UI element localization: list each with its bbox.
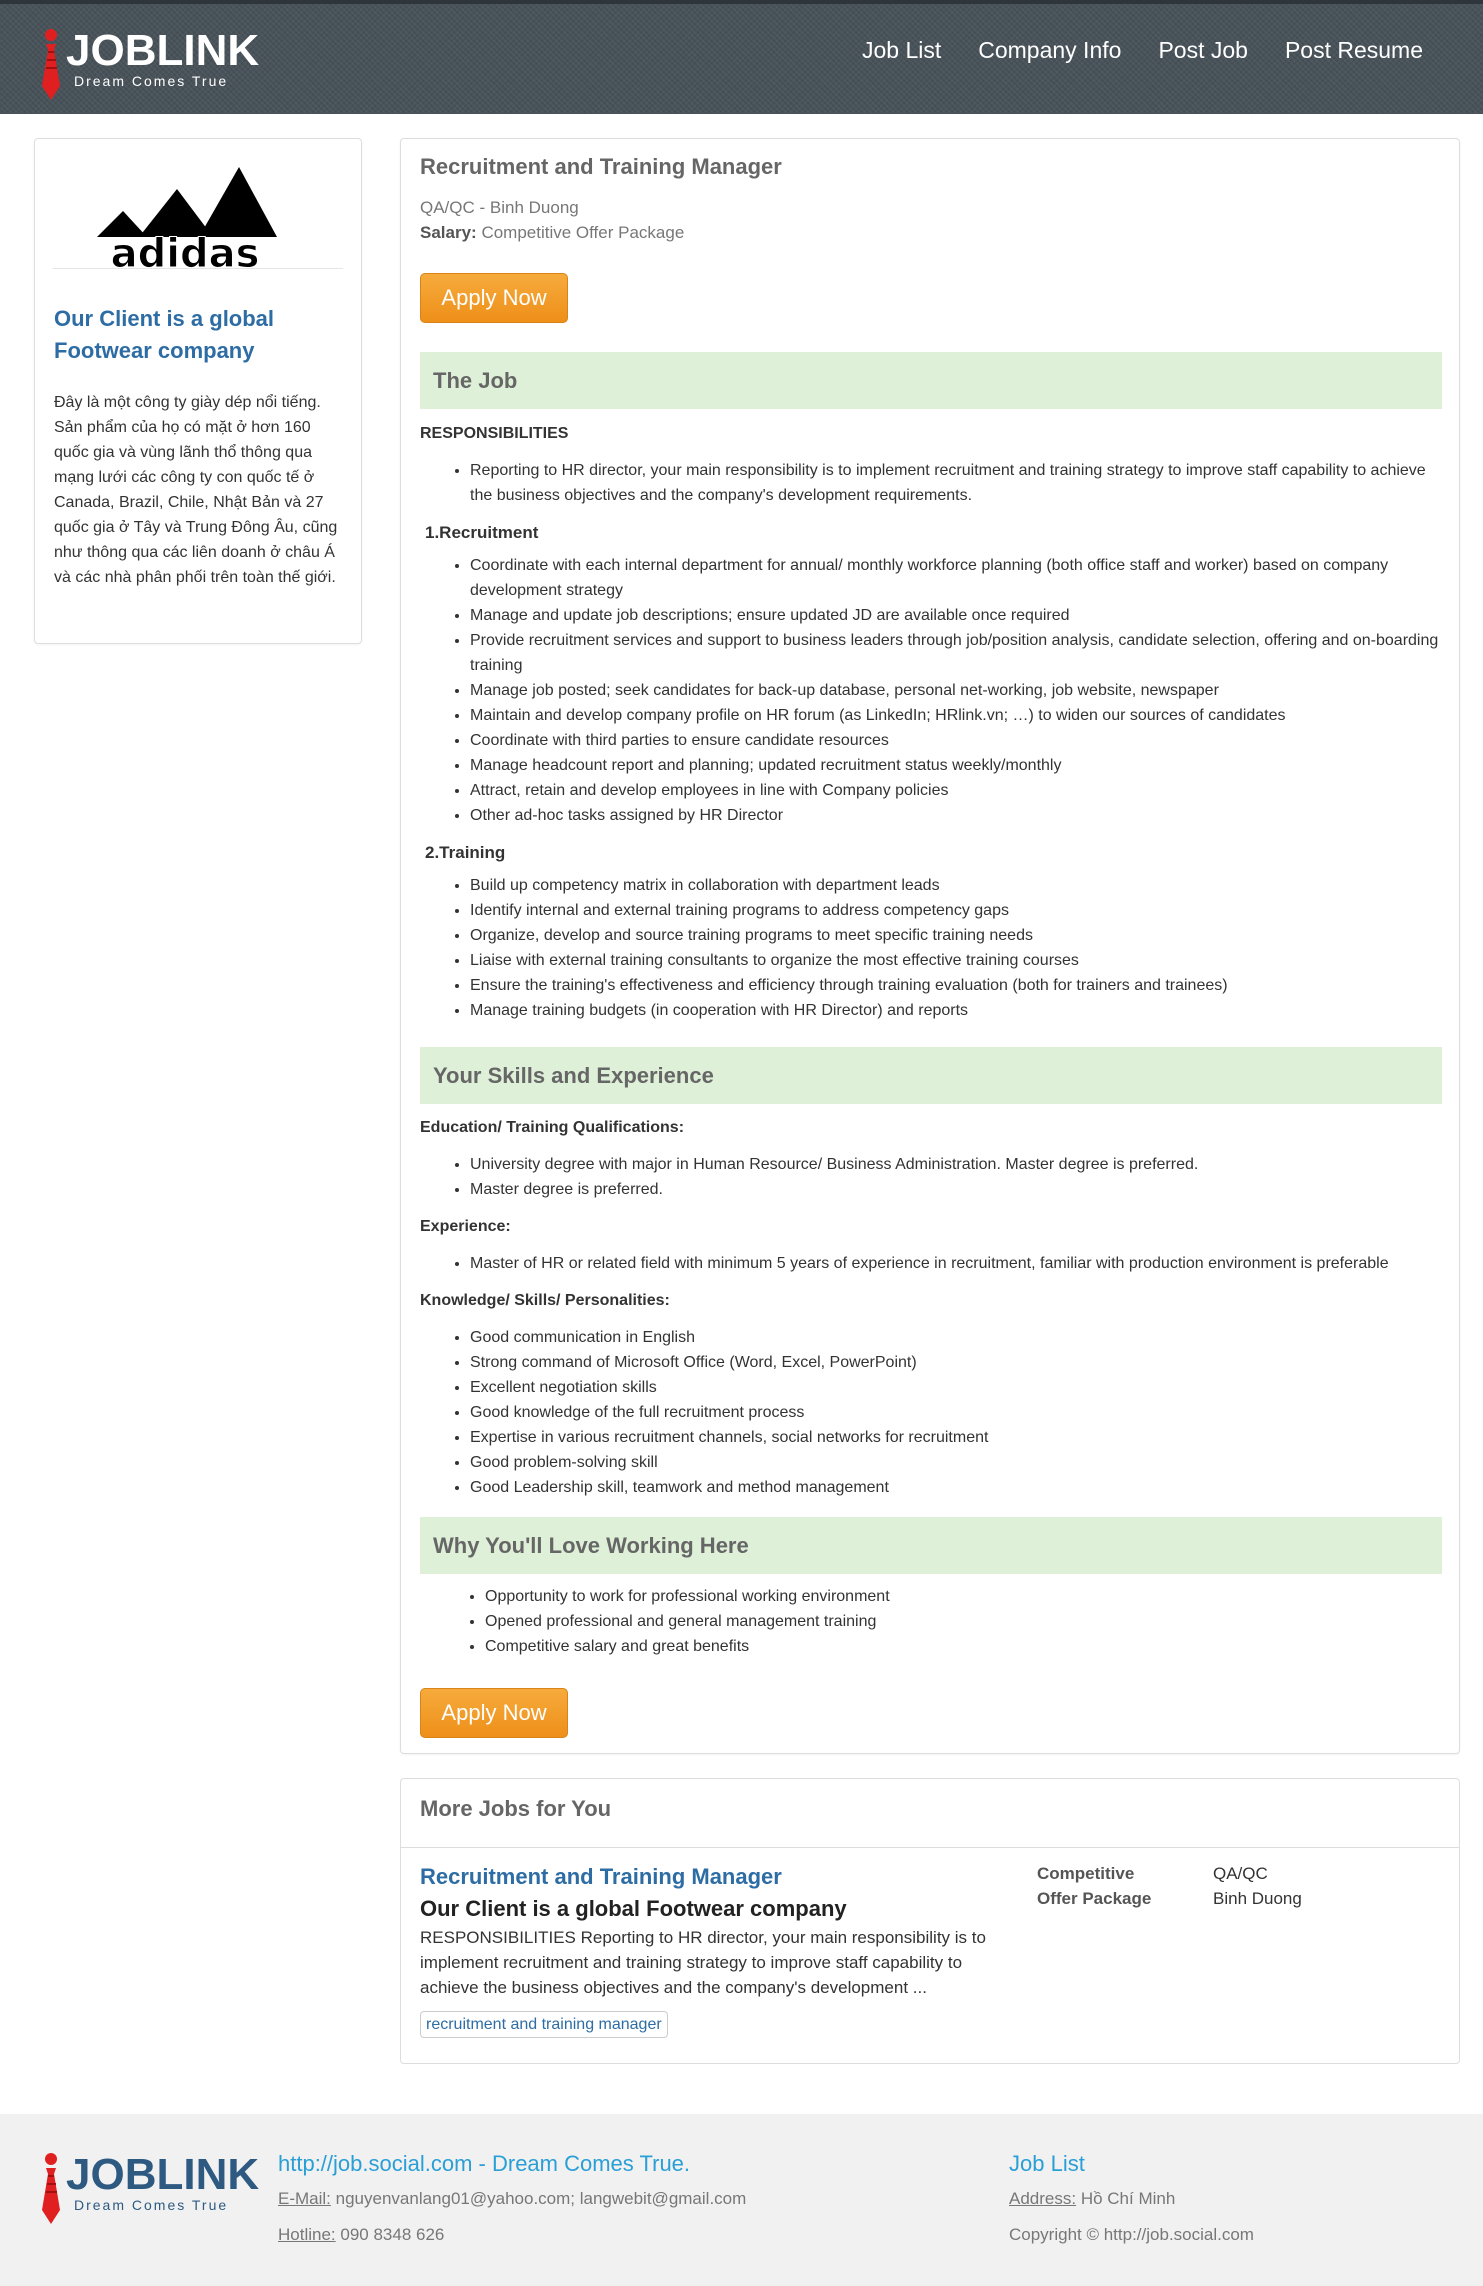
email-value[interactable]: nguyenvanlang01@yahoo.com; langwebit@gmail.com [335, 2189, 747, 2208]
more-job-snippet: RESPONSIBILITIES Reporting to HR director, your main responsibility is to implement recruitment and training strategy to improve staff capability to achieve the business objectives and the company's development ... [420, 1928, 986, 1997]
footer-logo-text: JOBLINK [66, 2150, 260, 2199]
main-nav [862, 34, 1423, 66]
list-item: • Coordinate with each internal department for annual/ monthly workforce planning (both office staff and worker) based on company development strategy [470, 553, 1442, 603]
nav-company-info[interactable]: Company Info [978, 37, 1122, 63]
footer-address [1009, 2186, 1254, 2211]
recruitment-list [470, 553, 1442, 828]
more-job-title-link[interactable]: Recruitment and Training Manager [420, 1864, 782, 1889]
site-logo[interactable] [38, 26, 260, 104]
company-sidebar [34, 138, 362, 644]
nav-post-job[interactable]: Post Job [1158, 37, 1248, 63]
list-item: • Ensure the training's effectiveness and efficiency through training evaluation (both for trainers and trainees) [470, 973, 1442, 998]
list-item: • Provide recruitment services and support to business leaders through job/position analysis, candidate selection, offering and on-boarding training [470, 628, 1442, 678]
footer-site-link[interactable]: http://job.social.com - Dream Comes True. [278, 2151, 691, 2176]
section-skills: Your Skills and Experience [420, 1047, 1442, 1104]
footer-hotline [278, 2222, 746, 2247]
list-item: • Reporting to HR director, your main responsibility is to implement recruitment and training strategy to improve staff capability to achieve the business objectives and the company's development requirements. [470, 458, 1442, 508]
education-list [470, 1152, 1442, 1202]
more-job-salary: Competitive Offer Package [1037, 1864, 1152, 1908]
more-job-tag[interactable]: recruitment and training manager [420, 2011, 668, 2038]
list-item: • Strong command of Microsoft Office (Word, Excel, PowerPoint) [470, 1350, 1442, 1375]
more-jobs-panel [400, 1778, 1460, 2064]
list-item: • University degree with major in Human Resource/ Business Administration. Master degree is preferred. [470, 1152, 1442, 1177]
list-item: • Good communication in English [470, 1325, 1442, 1350]
list-item: • Attract, retain and develop employees in line with Company policies [470, 778, 1442, 803]
more-job-category: QA/QC [1213, 1864, 1268, 1883]
knowledge-label: Knowledge/ Skills/ Personalities: [420, 1292, 670, 1309]
address-label: Address: [1009, 2189, 1077, 2208]
address-value: Hồ Chí Minh [1080, 2189, 1176, 2208]
adidas-logo-icon [53, 151, 343, 269]
skills-content [420, 1115, 1442, 1500]
training-label: 2.Training [425, 843, 506, 862]
more-jobs-heading: More Jobs for You [420, 1796, 612, 1821]
list-item: • Excellent negotiation skills [470, 1375, 1442, 1400]
responsibilities-label: RESPONSIBILITIES [420, 425, 569, 442]
list-item: • Build up competency matrix in collaboration with department leads [470, 873, 1442, 898]
experience-list [470, 1251, 1442, 1276]
section-the-job: The Job [420, 352, 1442, 409]
job-category-location: QA/QC - Binh Duong [420, 198, 579, 217]
list-item: • Competitive salary and great benefits [485, 1634, 1442, 1659]
list-item: • Maintain and develop company profile on HR forum (as LinkedIn; HRlink.vn; …) to widen our sources of candidates [470, 703, 1442, 728]
job-title: Recruitment and Training Manager [420, 154, 782, 179]
why-content [420, 1584, 1442, 1659]
footer-info [1009, 2148, 1254, 2258]
site-header [0, 0, 1483, 114]
list-item: • Good Leadership skill, teamwork and method management [470, 1475, 1442, 1500]
responsibilities-list [470, 458, 1442, 508]
company-logo-text: adidas [110, 231, 260, 269]
footer-email [278, 2186, 746, 2211]
site-footer [0, 2114, 1483, 2286]
section-why-love-working: Why You'll Love Working Here [420, 1517, 1442, 1574]
list-item: • Manage and update job descriptions; ensure updated JD are available once required [470, 603, 1442, 628]
company-logo[interactable] [53, 151, 343, 269]
footer-logo-tagline: Dream Comes True [74, 2197, 229, 2213]
apply-now-button-top[interactable]: Apply Now [420, 273, 568, 323]
footer-logo[interactable] [38, 2150, 260, 2228]
nav-job-list[interactable]: Job List [861, 37, 942, 63]
more-job-company: Our Client is a global Footwear company [420, 1896, 847, 1921]
list-item: • Master degree is preferred. [470, 1177, 1442, 1202]
hotline-label: Hotline: [278, 2225, 336, 2244]
job-detail-panel [400, 138, 1460, 1754]
nav-post-resume[interactable]: Post Resume [1284, 37, 1423, 63]
why-list [485, 1584, 1442, 1659]
footer-copyright: Copyright © http://job.social.com [1009, 2225, 1254, 2244]
list-item: • Liaise with external training consultants to organize the most effective training courses [470, 948, 1442, 973]
company-description: Đây là một công ty giày dép nổi tiếng. Sản phẩm của họ có mặt ở hơn 160 quốc gia và vùng lãnh thổ thông qua mạng lưới các công ty con quốc tế ở Canada, Brazil, Chile, Nhật Bản và 27 quốc gia ở Tây và Trung Đông Âu, cũng như thông qua các liên doanh ở châu Á và các nhà phân phối trên toàn thế giới. [54, 394, 338, 586]
job-salary [420, 220, 684, 245]
footer-job-list-link[interactable]: Job List [1009, 2151, 1085, 2176]
list-item: • Organize, develop and source training programs to meet specific training needs [470, 923, 1442, 948]
more-job-city: Binh Duong [1213, 1889, 1302, 1908]
education-label: Education/ Training Qualifications: [420, 1119, 685, 1136]
list-item: • Good knowledge of the full recruitment process [470, 1400, 1442, 1425]
list-item: • Good problem-solving skill [470, 1450, 1442, 1475]
list-item: • Opportunity to work for professional working environment [485, 1584, 1442, 1609]
list-item: • Manage headcount report and planning; updated recruitment status weekly/monthly [470, 753, 1442, 778]
list-item: • Master of HR or related field with minimum 5 years of experience in recruitment, familiar with production environment is preferable [470, 1251, 1442, 1276]
email-label: E-Mail: [278, 2189, 331, 2208]
footer-contact [278, 2148, 746, 2258]
list-item: • Manage job posted; seek candidates for back-up database, personal net-working, job website, newspaper [470, 678, 1442, 703]
logo-tagline: Dream Comes True [74, 73, 229, 89]
list-item: • Manage training budgets (in cooperation with HR Director) and reports [470, 998, 1442, 1023]
more-job-location [1213, 1861, 1373, 1911]
experience-label: Experience: [420, 1218, 511, 1235]
list-item: • Identify internal and external training programs to address competency gaps [470, 898, 1442, 923]
knowledge-list [470, 1325, 1442, 1500]
tie-icon [38, 2152, 68, 2226]
list-item: • Expertise in various recruitment channels, social networks for recruitment [470, 1425, 1442, 1450]
list-item: • Opened professional and general management training [485, 1609, 1442, 1634]
recruitment-label: 1.Recruitment [425, 523, 539, 542]
training-list [470, 873, 1442, 1023]
tie-icon [38, 28, 68, 102]
list-item: • Coordinate with third parties to ensure candidate resources [470, 728, 1442, 753]
logo-text: JOBLINK [66, 26, 260, 75]
company-name[interactable]: Our Client is a global Footwear company [54, 306, 275, 363]
list-item: • Other ad-hoc tasks assigned by HR Director [470, 803, 1442, 828]
divider [401, 1847, 1459, 1848]
the-job-content [420, 421, 1442, 1023]
salary-value: Competitive Offer Package [481, 223, 685, 242]
hotline-value: 090 8348 626 [340, 2225, 445, 2244]
apply-now-button-bottom[interactable]: Apply Now [420, 1688, 568, 1738]
salary-label: Salary: [420, 223, 477, 242]
